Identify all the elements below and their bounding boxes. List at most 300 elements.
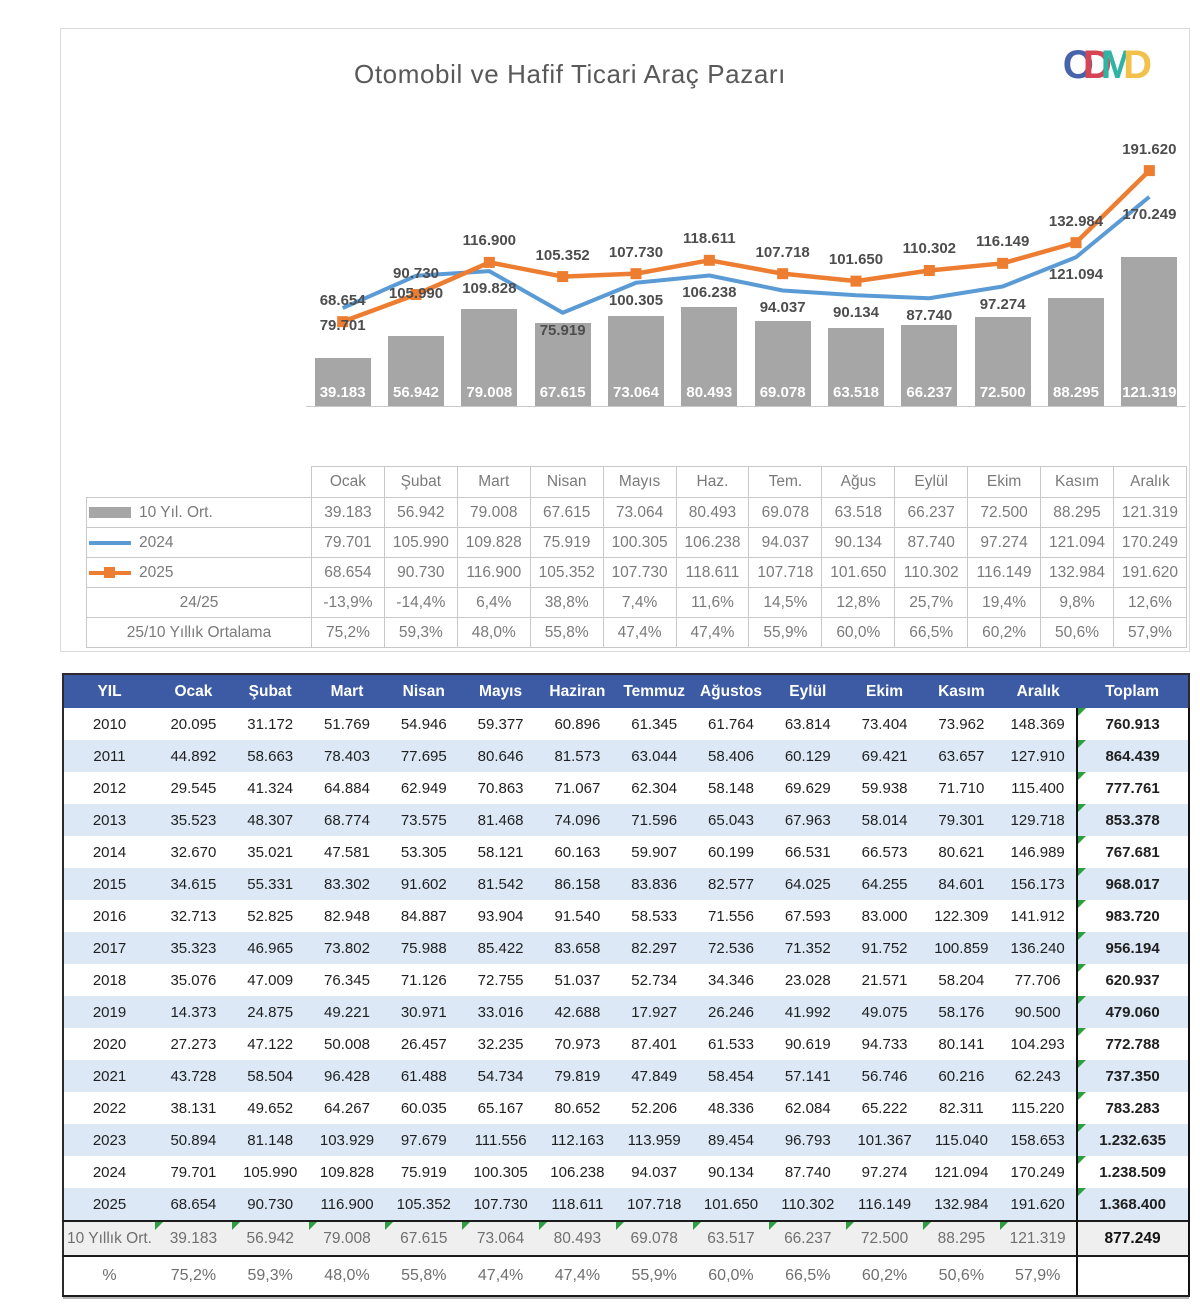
value-cell: 66.573 (861, 843, 908, 861)
value-cell: 62.949 (400, 779, 447, 797)
value-cell: 41.992 (769, 996, 846, 1028)
value-cell: 24.875 (232, 996, 309, 1028)
value-cell: 60.129 (769, 740, 846, 772)
value-cell: 62.084 (784, 1099, 831, 1117)
value-cell: 115.220 (1011, 1099, 1065, 1117)
legend-value-cell: 19,4% (968, 588, 1041, 618)
value-cell: 64.025 (769, 868, 846, 900)
legend-label-cell (87, 588, 312, 618)
legend-row-label: 25/10 Yıllık Ortalama (126, 623, 272, 641)
value-cell: 73.802 (309, 932, 386, 964)
chart-panel (60, 28, 1190, 652)
value-cell: 110.302 (769, 1188, 846, 1221)
month-header: Eylül (895, 467, 968, 498)
value-cell: 70.973 (554, 1035, 601, 1053)
footer-value-cell: 56.942 (232, 1221, 309, 1256)
column-header: Şubat (232, 674, 309, 708)
year-cell: 2012 (92, 779, 127, 797)
value-cell: 76.345 (324, 971, 370, 989)
bar-value-label: 66.237 (906, 384, 953, 401)
footer-value-cell: 39.183 (155, 1221, 232, 1256)
label-2024: 109.828 (462, 280, 517, 298)
value-cell: 74.096 (539, 804, 616, 836)
value-cell: 122.309 (934, 907, 989, 925)
table-row (63, 868, 1189, 900)
legend-value-cell: 11,6% (676, 588, 749, 618)
bar-value-label: 67.615 (539, 384, 586, 401)
value-cell: 116.900 (309, 1188, 386, 1221)
value-cell: 63.044 (616, 740, 693, 772)
total-cell: 783.283 (1077, 1092, 1189, 1124)
value-cell: 53.305 (400, 843, 447, 861)
legend-label-cell (87, 498, 312, 528)
value-cell: 64.267 (324, 1099, 370, 1117)
value-cell: 50.894 (155, 1124, 232, 1156)
value-cell: 60.216 (923, 1060, 1000, 1092)
legend-corner (87, 467, 312, 498)
legend-value-cell: 39.183 (312, 498, 385, 528)
value-cell: 90.619 (784, 1035, 831, 1053)
label-2024: 75.919 (539, 321, 586, 339)
value-cell: 41.324 (247, 779, 294, 797)
column-header: Haziran (539, 674, 616, 708)
value-cell: 67.593 (784, 907, 831, 925)
value-cell: 43.728 (155, 1060, 232, 1092)
value-cell: 87.401 (631, 1035, 678, 1053)
value-cell: 101.650 (693, 1188, 770, 1221)
value-cell: 141.912 (1010, 907, 1065, 925)
label-2024: 97.274 (979, 295, 1026, 313)
year-cell: 2016 (92, 907, 127, 925)
legend-value-cell: 107.730 (603, 558, 676, 588)
value-cell: 58.504 (232, 1060, 309, 1092)
value-cell: 60.896 (554, 715, 601, 733)
total-cell: 479.060 (1077, 996, 1189, 1028)
value-cell: 30.971 (385, 996, 462, 1028)
footer-total-cell: 877.249 (1077, 1221, 1189, 1256)
legend-label-cell (87, 528, 312, 558)
month-header: Mart (457, 467, 530, 498)
value-cell: 121.094 (934, 1163, 989, 1181)
value-cell: 62.304 (631, 779, 678, 797)
legend-value-cell: 59,3% (384, 618, 457, 648)
value-cell: 58.533 (631, 907, 678, 925)
legend-label-cell (87, 558, 312, 588)
legend-value-cell: 170.249 (1113, 528, 1186, 558)
month-header: Aralık (1113, 467, 1186, 498)
value-cell: 81.468 (462, 804, 539, 836)
year-cell: 2023 (63, 1124, 155, 1156)
value-cell: 73.575 (385, 804, 462, 836)
footer-value-cell: 55,9% (616, 1256, 693, 1296)
legend-row (87, 588, 1187, 618)
value-cell: 94.037 (631, 1163, 678, 1181)
value-cell: 91.752 (846, 932, 923, 964)
value-cell: 96.428 (309, 1060, 386, 1092)
value-cell: 63.657 (923, 740, 1000, 772)
value-cell: 86.158 (539, 868, 616, 900)
value-cell: 48.336 (708, 1099, 754, 1117)
table-row (63, 1060, 1189, 1092)
legend-value-cell: 106.238 (676, 528, 749, 558)
x-axis-line (306, 406, 1186, 407)
value-cell: 84.601 (923, 868, 1000, 900)
label-2024: 87.740 (906, 307, 953, 325)
bar-value-label: 79.008 (466, 384, 513, 401)
value-cell: 71.556 (708, 907, 754, 925)
legend-value-cell: 79.008 (457, 498, 530, 528)
column-header: Ağustos (693, 674, 770, 708)
column-header: Mart (309, 674, 386, 708)
bar-swatch-icon (89, 507, 131, 518)
value-cell: 51.769 (324, 715, 370, 733)
value-cell: 90.134 (708, 1163, 754, 1181)
table-row (63, 1092, 1189, 1124)
legend-value-cell: 50,6% (1041, 618, 1114, 648)
value-cell: 38.131 (170, 1099, 217, 1117)
value-cell: 35.523 (155, 804, 232, 836)
bar-value-label: 56.942 (393, 384, 439, 401)
value-cell: 52.206 (631, 1099, 678, 1117)
column-header: Kasım (923, 674, 1000, 708)
value-cell: 77.695 (385, 740, 462, 772)
year-cell: 2025 (63, 1188, 155, 1221)
value-cell: 61.533 (708, 1035, 754, 1053)
label-2025: 110.302 (902, 240, 957, 258)
legend-row-label: 10 Yıl. Ort. (139, 503, 213, 521)
table-row (63, 740, 1189, 772)
column-header: Mayıs (462, 674, 539, 708)
column-header: Ocak (155, 674, 232, 708)
legend-row (87, 558, 1187, 588)
legend-value-cell: -13,9% (312, 588, 385, 618)
total-cell: 864.439 (1077, 740, 1189, 772)
value-cell: 83.836 (616, 868, 693, 900)
total-cell: 767.681 (1077, 836, 1189, 868)
label-2024: 121.094 (1048, 266, 1104, 284)
month-header: Ekim (968, 467, 1041, 498)
column-header: Nisan (385, 674, 462, 708)
value-cell: 170.249 (1010, 1163, 1065, 1181)
legend-value-cell: 66.237 (895, 498, 968, 528)
legend-value-cell: 90.730 (384, 558, 457, 588)
line-series-layer (306, 121, 1186, 406)
table-row (63, 836, 1189, 868)
value-cell: 106.238 (550, 1163, 605, 1181)
legend-value-cell: 7,4% (603, 588, 676, 618)
value-cell: 97.679 (385, 1124, 462, 1156)
legend-row-label: 24/25 (179, 593, 219, 611)
table-row (63, 708, 1189, 740)
bar-value-label: 39.183 (319, 384, 366, 401)
value-cell: 57.141 (769, 1060, 846, 1092)
value-cell: 55.331 (232, 868, 309, 900)
legend-value-cell: 87.740 (895, 528, 968, 558)
year-cell: 2018 (92, 971, 127, 989)
legend-value-cell: 121.094 (1041, 528, 1114, 558)
value-cell: 70.863 (477, 779, 524, 797)
value-cell: 77.706 (1014, 971, 1061, 989)
table-row (63, 1188, 1189, 1221)
odmd-logo (1063, 35, 1141, 95)
value-cell: 14.373 (155, 996, 232, 1028)
value-cell: 32.235 (477, 1035, 524, 1053)
value-cell: 105.352 (385, 1188, 462, 1221)
value-cell: 146.989 (1010, 843, 1065, 861)
month-header: Mayıs (603, 467, 676, 498)
value-cell: 115.040 (923, 1124, 1000, 1156)
value-cell: 118.611 (539, 1188, 616, 1221)
footer-value-cell: 80.493 (539, 1221, 616, 1256)
column-header: Ekim (846, 674, 923, 708)
legend-value-cell: 121.319 (1113, 498, 1186, 528)
legend-value-cell: 38,8% (530, 588, 603, 618)
value-cell: 68.654 (155, 1188, 232, 1221)
line-swatch-icon (89, 541, 131, 545)
year-cell: 2013 (63, 804, 155, 836)
value-cell: 48.307 (232, 804, 309, 836)
value-cell: 32.670 (170, 843, 217, 861)
value-cell: 35.076 (170, 971, 217, 989)
value-cell: 101.367 (846, 1124, 923, 1156)
legend-row (87, 498, 1187, 528)
column-header: Toplam (1077, 674, 1189, 708)
label-2025: 132.984 (1048, 212, 1104, 230)
value-cell: 64.255 (846, 868, 923, 900)
month-header: Ağus (822, 467, 895, 498)
value-cell: 52.825 (247, 907, 294, 925)
value-cell: 97.274 (861, 1163, 908, 1181)
legend-row (87, 528, 1187, 558)
value-cell: 65.222 (861, 1099, 908, 1117)
legend-value-cell: 12,8% (822, 588, 895, 618)
value-cell: 65.043 (693, 804, 770, 836)
value-cell: 71.067 (554, 779, 601, 797)
label-2025: 116.900 (462, 232, 517, 250)
label-2025: 107.718 (755, 243, 810, 261)
footer-value-cell: 47,4% (539, 1256, 616, 1296)
value-cell: 73.962 (938, 715, 985, 733)
footer-label-cell: % (63, 1256, 155, 1296)
value-cell: 136.240 (1000, 932, 1077, 964)
legend-label-cell (87, 618, 312, 648)
line-swatch-icon (89, 571, 131, 575)
value-cell: 60.163 (554, 843, 601, 861)
value-cell: 49.221 (309, 996, 386, 1028)
value-cell: 127.910 (1000, 740, 1077, 772)
legend-value-cell: 57,9% (1113, 618, 1186, 648)
legend-value-cell: 75.919 (530, 528, 603, 558)
value-cell: 58.663 (232, 740, 309, 772)
value-cell: 29.545 (170, 779, 217, 797)
total-cell: 853.378 (1077, 804, 1189, 836)
value-cell: 158.653 (1000, 1124, 1077, 1156)
legend-value-cell: 60,2% (968, 618, 1041, 648)
legend-value-cell: -14,4% (384, 588, 457, 618)
label-2025: 118.611 (683, 230, 736, 248)
value-cell: 84.887 (400, 907, 447, 925)
legend-value-cell: 47,4% (603, 618, 676, 648)
value-cell: 64.884 (324, 779, 370, 797)
label-2024: 94.037 (759, 299, 806, 317)
value-cell: 107.730 (462, 1188, 539, 1221)
legend-value-cell: 79.701 (312, 528, 385, 558)
value-cell: 56.746 (846, 1060, 923, 1092)
value-cell: 21.571 (861, 971, 908, 989)
value-cell: 83.302 (309, 868, 386, 900)
label-2025: 101.650 (828, 251, 884, 269)
value-cell: 63.814 (784, 715, 831, 733)
value-cell: 132.984 (923, 1188, 1000, 1221)
footer-label-cell: 10 Yıllık Ort. (63, 1221, 155, 1256)
value-cell: 58.014 (846, 804, 923, 836)
legend-value-cell: 47,4% (676, 618, 749, 648)
legend-value-cell: 116.900 (457, 558, 530, 588)
legend-value-cell: 69.078 (749, 498, 822, 528)
value-cell: 17.927 (616, 996, 693, 1028)
year-cell: 2024 (92, 1163, 127, 1181)
value-cell: 105.990 (243, 1163, 298, 1181)
footer-value-cell: 48,0% (309, 1256, 386, 1296)
total-cell: 620.937 (1077, 964, 1189, 996)
legend-value-cell: 56.942 (384, 498, 457, 528)
label-2025: 68.654 (319, 291, 366, 309)
value-cell: 103.929 (309, 1124, 386, 1156)
value-cell: 50.008 (324, 1035, 370, 1053)
legend-value-cell: 80.493 (676, 498, 749, 528)
legend-value-cell: 88.295 (1041, 498, 1114, 528)
footer-value-cell: 88.295 (923, 1221, 1000, 1256)
legend-value-cell: 60,0% (822, 618, 895, 648)
value-cell: 47.581 (324, 843, 370, 861)
value-cell: 65.167 (477, 1099, 524, 1117)
value-cell: 71.126 (400, 971, 447, 989)
value-cell: 61.764 (708, 715, 754, 733)
value-cell: 59.907 (631, 843, 678, 861)
value-cell: 111.556 (462, 1124, 539, 1156)
value-cell: 191.620 (1000, 1188, 1077, 1221)
value-cell: 68.774 (309, 804, 386, 836)
legend-value-cell: 12,6% (1113, 588, 1186, 618)
value-cell: 67.963 (769, 804, 846, 836)
legend-value-cell: 25,7% (895, 588, 968, 618)
value-cell: 59.377 (477, 715, 524, 733)
chart-legend-table (86, 466, 1187, 648)
footer-value-cell: 50,6% (923, 1256, 1000, 1296)
value-cell: 90.500 (1000, 996, 1077, 1028)
value-cell: 81.148 (232, 1124, 309, 1156)
value-cell: 49.652 (247, 1099, 294, 1117)
value-cell: 54.946 (400, 715, 447, 733)
value-cell: 58.406 (693, 740, 770, 772)
value-cell: 156.173 (1000, 868, 1077, 900)
value-cell: 66.531 (784, 843, 831, 861)
label-2025: 191.620 (1122, 140, 1177, 158)
legend-value-cell: 105.990 (384, 528, 457, 558)
table-row (63, 932, 1189, 964)
value-cell: 26.246 (693, 996, 770, 1028)
legend-value-cell: 6,4% (457, 588, 530, 618)
legend-value-cell: 90.134 (822, 528, 895, 558)
value-cell: 31.172 (247, 715, 294, 733)
table-row (63, 1124, 1189, 1156)
table-row (63, 1156, 1189, 1188)
legend-value-cell: 75,2% (312, 618, 385, 648)
value-cell: 61.488 (385, 1060, 462, 1092)
value-cell: 113.959 (616, 1124, 693, 1156)
year-cell: 2011 (63, 740, 155, 772)
total-cell: 777.761 (1077, 772, 1189, 804)
label-2024: 170.249 (1122, 205, 1177, 223)
value-cell: 129.718 (1000, 804, 1077, 836)
label-2025: 107.730 (608, 243, 664, 261)
legend-row (87, 618, 1187, 648)
value-cell: 82.577 (693, 868, 770, 900)
value-cell: 81.573 (539, 740, 616, 772)
value-cell: 72.536 (693, 932, 770, 964)
footer-value-cell: 79.008 (309, 1221, 386, 1256)
legend-value-cell: 110.302 (895, 558, 968, 588)
total-cell: 760.913 (1077, 708, 1189, 740)
yearly-sales-table (62, 673, 1190, 1297)
value-cell: 60.035 (400, 1099, 447, 1117)
percent-row (63, 1256, 1189, 1296)
table-row (63, 804, 1189, 836)
footer-value-cell: 73.064 (462, 1221, 539, 1256)
total-cell: 983.720 (1077, 900, 1189, 932)
header-row (63, 674, 1189, 708)
table-row (63, 900, 1189, 932)
legend-value-cell: 14,5% (749, 588, 822, 618)
legend-value-cell: 116.149 (968, 558, 1041, 588)
total-cell: 772.788 (1077, 1028, 1189, 1060)
value-cell: 69.629 (784, 779, 831, 797)
year-cell: 2020 (92, 1035, 127, 1053)
value-cell: 23.028 (784, 971, 831, 989)
value-cell: 82.311 (938, 1099, 984, 1117)
legend-value-cell: 73.064 (603, 498, 676, 528)
value-cell: 104.293 (1010, 1035, 1065, 1053)
logo-letter: M (1100, 43, 1124, 87)
bar-value-label: 69.078 (759, 384, 806, 401)
logo-letter: D (1082, 43, 1101, 87)
value-cell: 75.988 (385, 932, 462, 964)
value-cell: 27.273 (170, 1035, 217, 1053)
column-header: Eylül (769, 674, 846, 708)
value-cell: 46.965 (232, 932, 309, 964)
footer-value-cell: 59,3% (232, 1256, 309, 1296)
value-cell: 82.297 (616, 932, 693, 964)
label-2024: 79.701 (319, 317, 366, 335)
value-cell: 71.710 (938, 779, 985, 797)
value-cell: 51.037 (554, 971, 601, 989)
footer-value-cell: 75,2% (155, 1256, 232, 1296)
logo-letter: O (1062, 43, 1083, 87)
year-cell: 2017 (63, 932, 155, 964)
market-chart (306, 121, 1186, 406)
column-header: YIL (63, 674, 155, 708)
footer-value-cell: 66,5% (769, 1256, 846, 1296)
value-cell: 62.243 (1000, 1060, 1077, 1092)
value-cell: 58.148 (708, 779, 754, 797)
value-cell: 20.095 (170, 715, 217, 733)
value-cell: 47.122 (247, 1035, 294, 1053)
bar-value-label: 88.295 (1053, 384, 1099, 401)
footer-value-cell: 67.615 (385, 1221, 462, 1256)
footer-total-cell (1077, 1256, 1189, 1296)
value-cell: 35.021 (247, 843, 294, 861)
label-2024: 105.990 (388, 284, 444, 302)
